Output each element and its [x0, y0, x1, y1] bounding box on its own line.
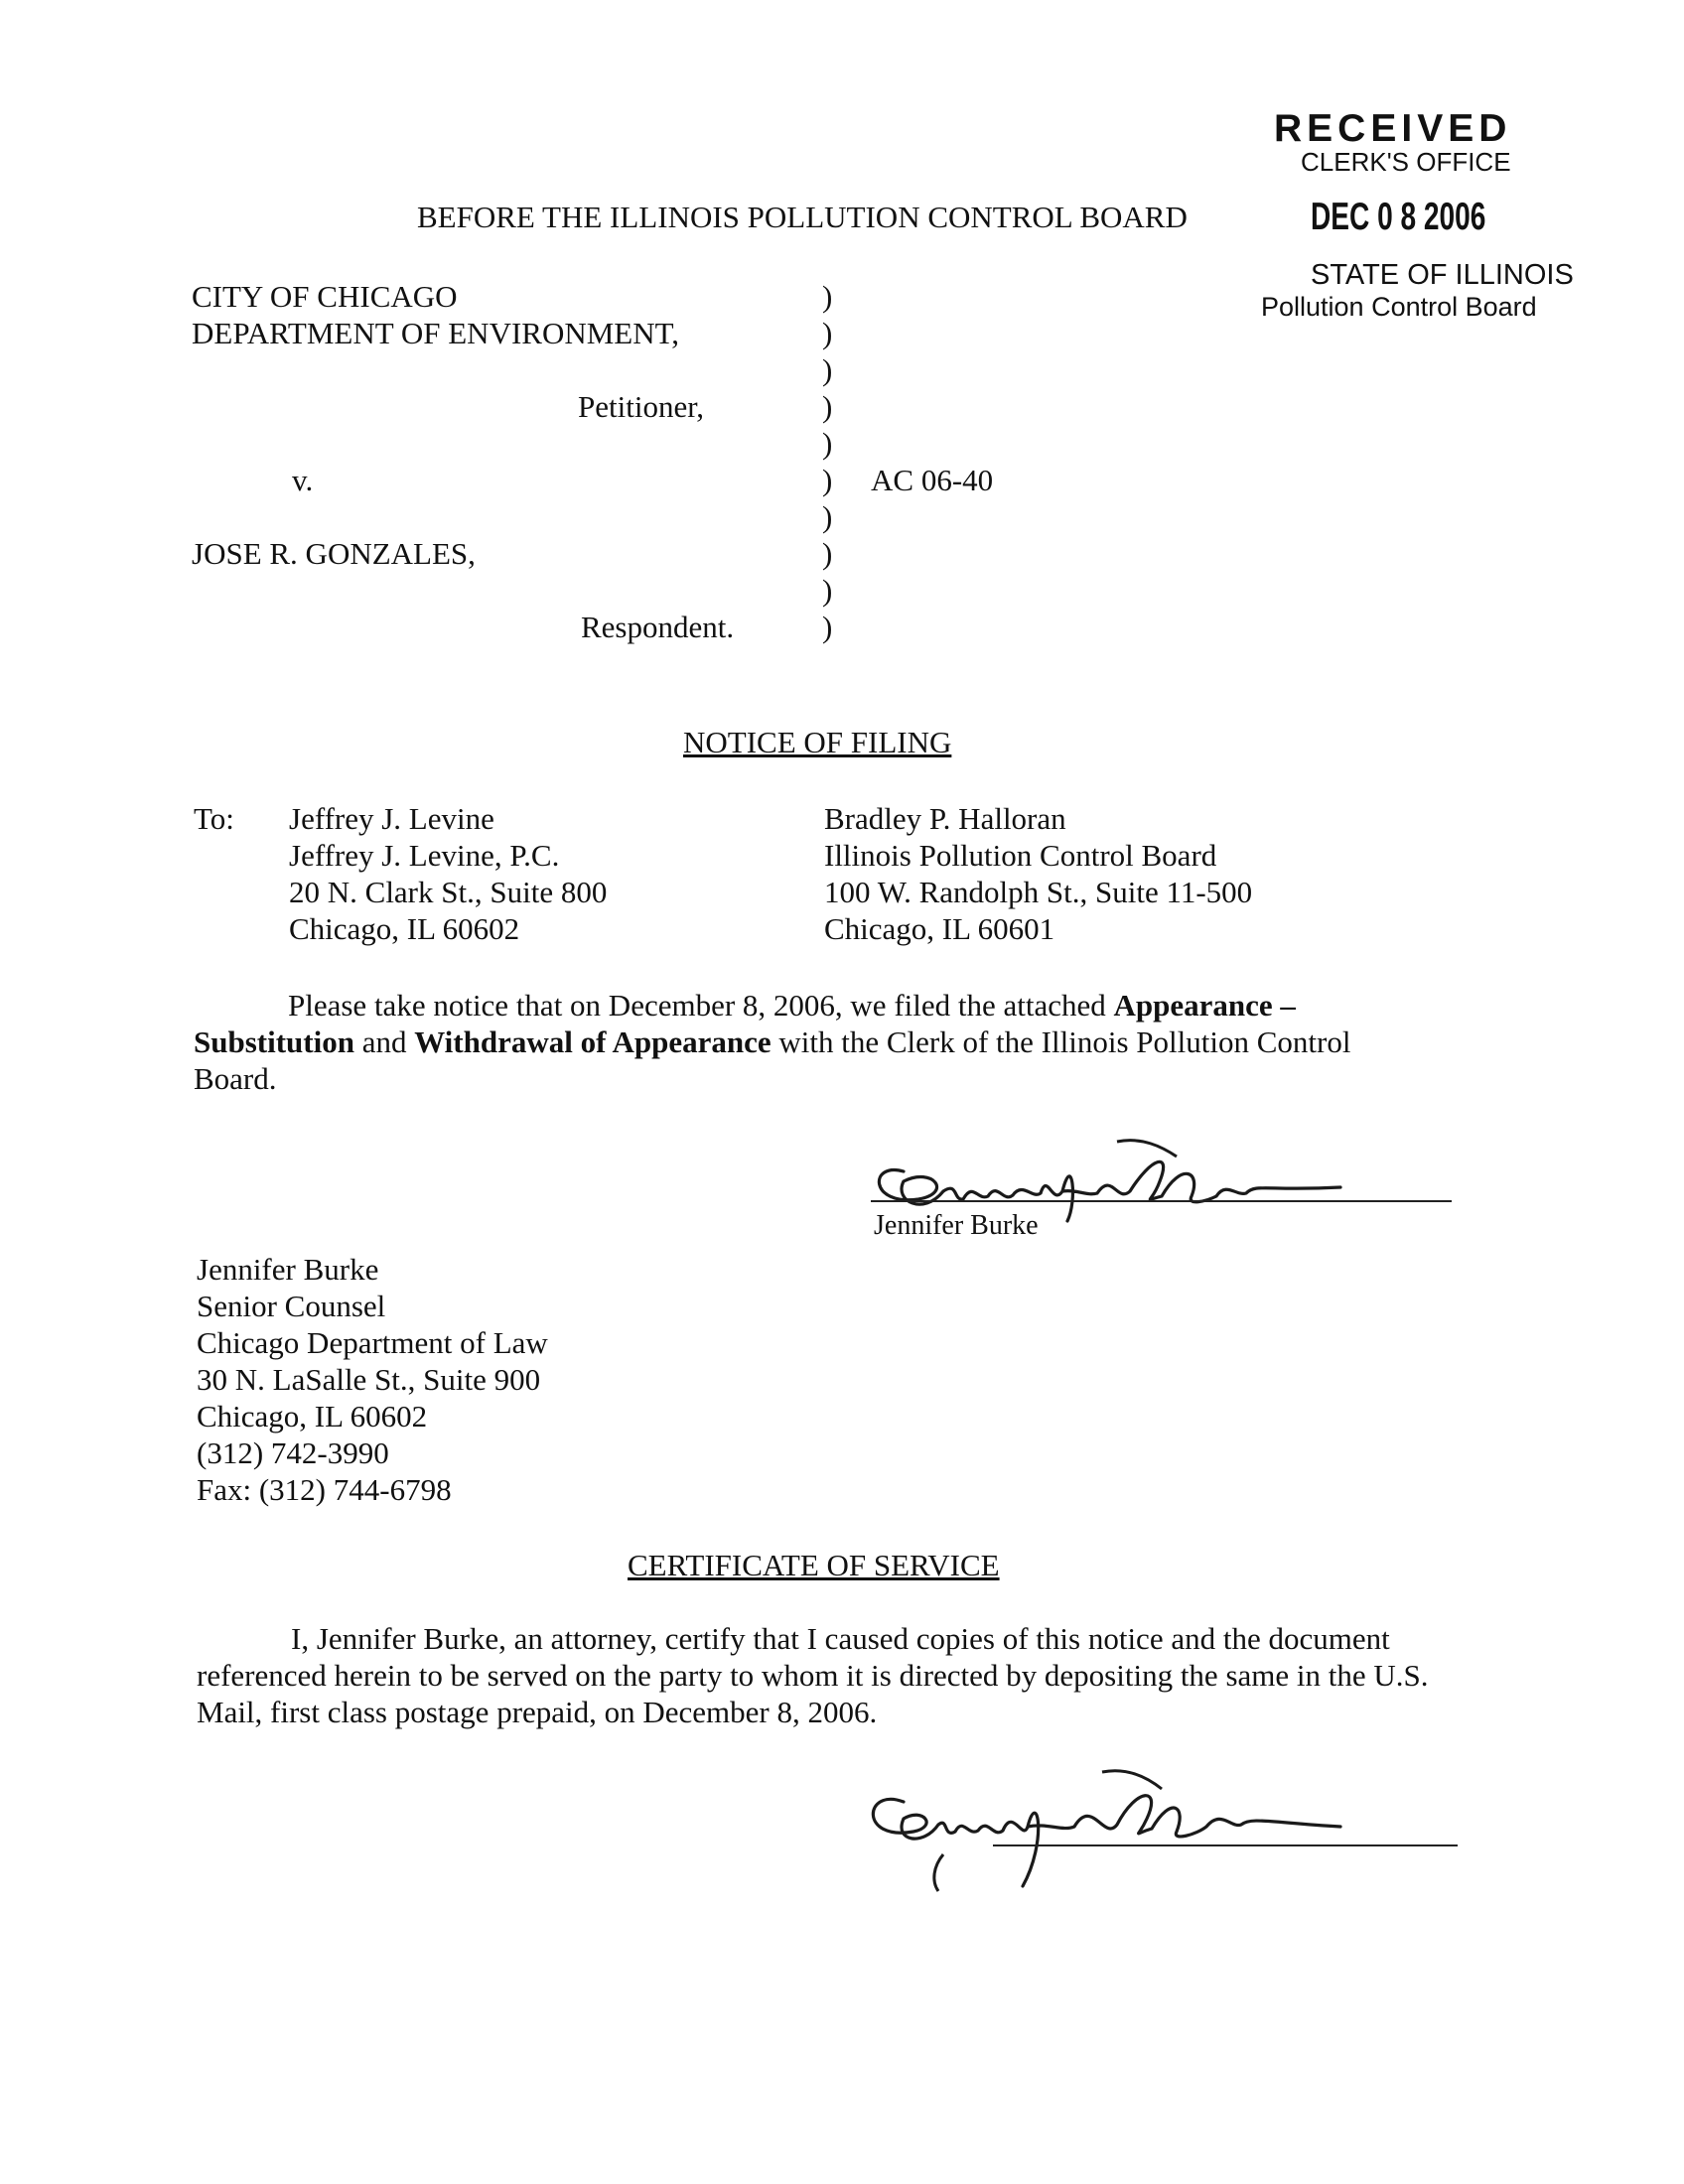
- paren: ): [822, 316, 833, 350]
- signer-line: Fax: (312) 744-6798: [197, 1472, 452, 1507]
- paren: ): [822, 426, 833, 461]
- recipient-left-line: Jeffrey J. Levine, P.C.: [289, 838, 560, 873]
- versus: v.: [292, 463, 314, 497]
- paren: ): [822, 463, 833, 497]
- board-heading: BEFORE THE ILLINOIS POLLUTION CONTROL BOARD: [417, 200, 1188, 234]
- signature-2: [844, 1747, 1360, 1896]
- signer-line: Senior Counsel: [197, 1289, 386, 1323]
- paren: ): [822, 499, 833, 534]
- recipient-right: [824, 800, 1252, 947]
- stamp-state: STATE OF ILLINOIS: [1311, 259, 1574, 291]
- stamp-received: RECEIVED: [1274, 107, 1512, 150]
- respondent-name: JOSE R. GONZALES,: [192, 536, 476, 571]
- petitioner-line-1: CITY OF CHICAGO: [192, 279, 458, 314]
- recipient-right-line: Chicago, IL 60601: [824, 911, 1055, 946]
- notice-text: and: [353, 1024, 415, 1059]
- recipient-right-line: Illinois Pollution Control Board: [824, 838, 1217, 873]
- paren: ): [822, 610, 833, 644]
- signer-block: [197, 1251, 548, 1508]
- notice-text: Please take notice that on December 8, 2006, we filed the attached: [288, 988, 1114, 1023]
- recipient-left-line: Chicago, IL 60602: [289, 911, 520, 946]
- notice-bold-appearance-substitution: Appearance – Substitution: [194, 988, 1296, 1059]
- certificate-paragraph: I, Jennifer Burke, an attorney, certify that I caused copies of this notice and the document referenced herein to be served on the party to whom it is directed by depositing the same in the U.S. Mail, first class postage prepaid, on December 8, 2006.: [197, 1621, 1429, 1729]
- signer-line: Chicago Department of Law: [197, 1325, 548, 1360]
- recipient-right-line: 100 W. Randolph St., Suite 11-500: [824, 875, 1253, 909]
- recipient-left-line: Jeffrey J. Levine: [289, 801, 494, 836]
- stamp-clerks-office: CLERK'S OFFICE: [1301, 147, 1511, 177]
- paren: ): [822, 352, 833, 387]
- to-label: To:: [194, 801, 234, 836]
- paren: ): [822, 573, 833, 608]
- case-number: AC 06-40: [871, 463, 994, 497]
- recipient-left: [289, 800, 607, 947]
- respondent-role: Respondent.: [581, 610, 735, 644]
- petitioner-line-2: DEPARTMENT OF ENVIRONMENT,: [192, 316, 680, 350]
- signer-line: (312) 742-3990: [197, 1435, 389, 1470]
- recipient-right-line: Bradley P. Halloran: [824, 801, 1066, 836]
- notice-text: with the Clerk of the Illinois Pollution Control Board.: [194, 1024, 1351, 1096]
- paren: ): [822, 536, 833, 571]
- notice-paragraph: [194, 987, 1430, 1097]
- paren: ): [822, 279, 833, 314]
- recipient-left-line: 20 N. Clark St., Suite 800: [289, 875, 608, 909]
- certificate-title: CERTIFICATE OF SERVICE: [628, 1548, 1000, 1582]
- caption-parentheses: [822, 278, 832, 645]
- notice-title: NOTICE OF FILING: [683, 725, 952, 759]
- signer-line: 30 N. LaSalle St., Suite 900: [197, 1362, 541, 1397]
- petitioner-role: Petitioner,: [578, 389, 705, 424]
- signature-caption: Jennifer Burke: [874, 1210, 1039, 1241]
- stamp-date: DEC 0 8 2006: [1311, 196, 1486, 238]
- stamp-board: Pollution Control Board: [1261, 292, 1537, 322]
- signer-line: Chicago, IL 60602: [197, 1399, 428, 1433]
- paren: ): [822, 389, 833, 424]
- signer-line: Jennifer Burke: [197, 1252, 379, 1287]
- notice-bold-withdrawal: Withdrawal of Appearance: [414, 1024, 772, 1059]
